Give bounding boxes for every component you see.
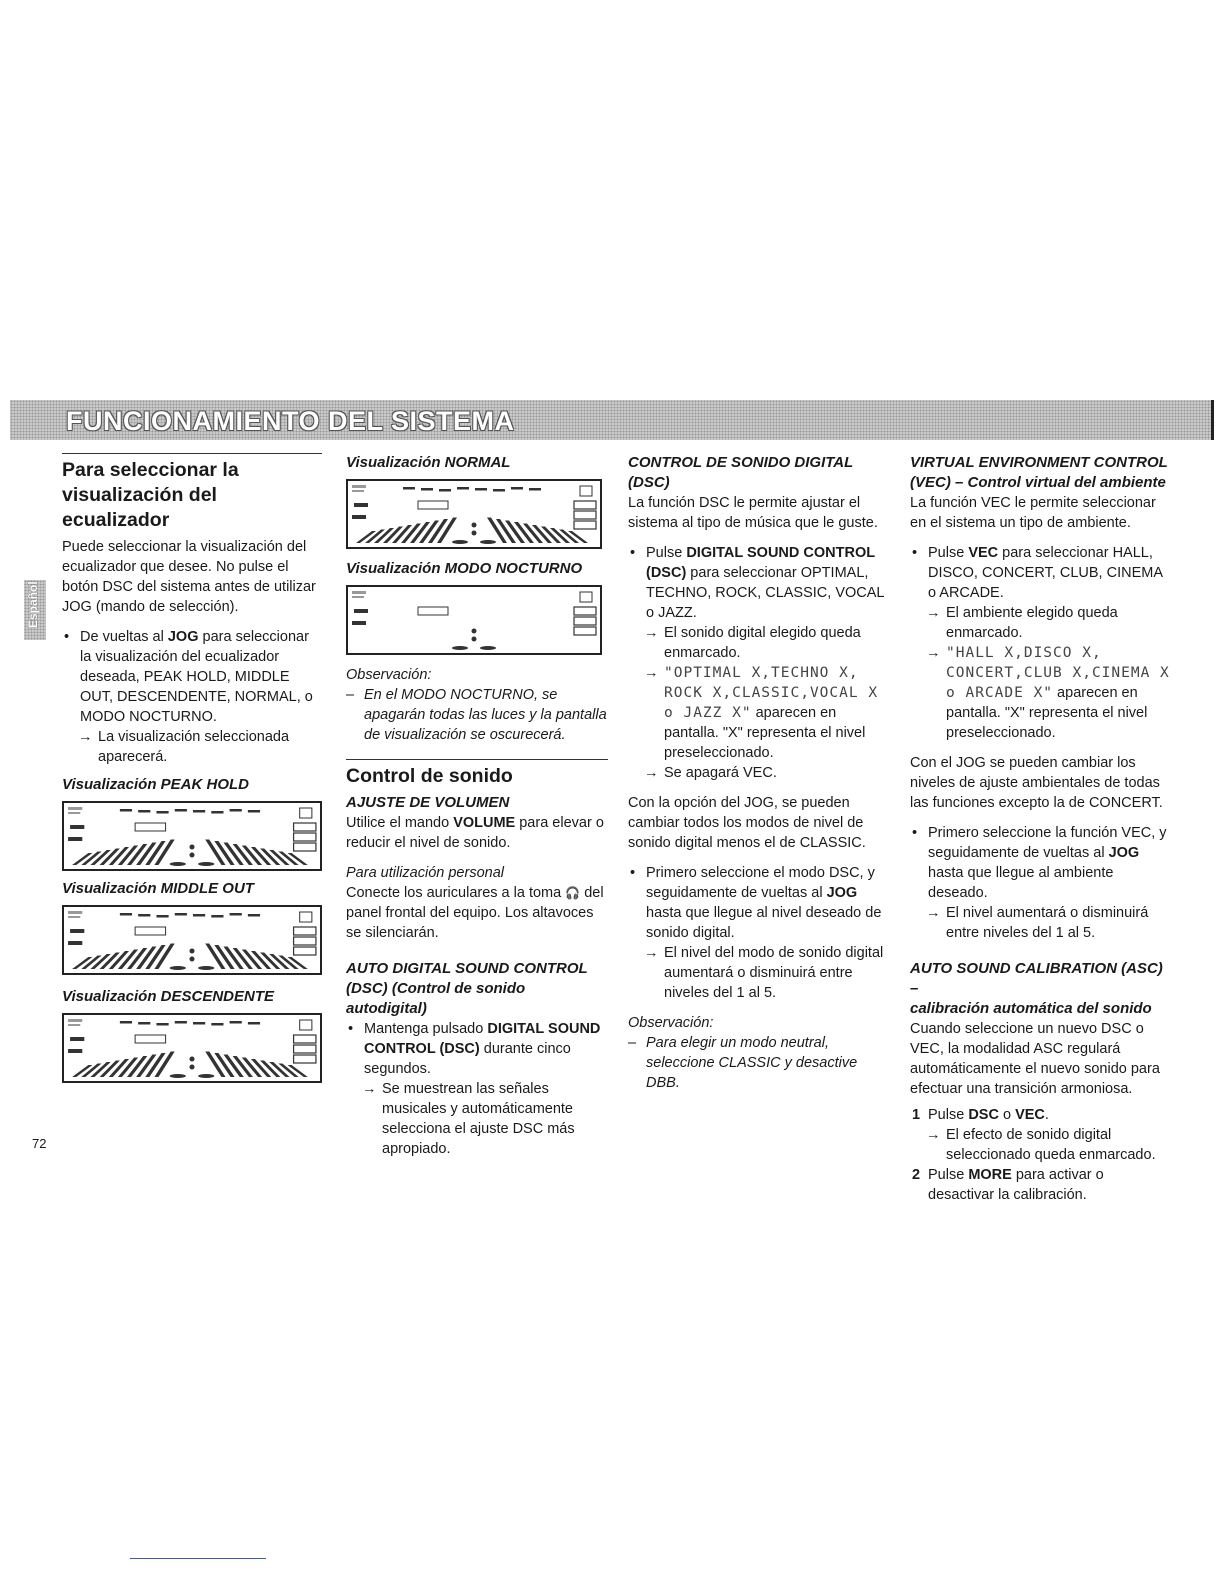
list-item: • Primero seleccione la función VEC, y seguidamente de vueltas al JOG hasta que llegue al ambiente deseado. <box>910 823 1172 903</box>
note-label: Observación: <box>346 667 432 683</box>
result-line: → La visualización seleccionada aparecerá. <box>78 729 290 765</box>
personal-use-text: Conecte los auriculares a la toma 🎧 del panel frontal del equipo. Los altavoces se silenciarán. <box>346 885 604 941</box>
language-tab <box>24 580 46 640</box>
column-1 <box>62 453 322 1091</box>
footer-rule <box>130 1558 266 1559</box>
dsc-steps <box>628 543 890 623</box>
result-line: → "OPTIMAL X,TECHNO X, ROCK X,CLASSIC,VOCAL X o JAZZ X" aparecen en pantalla. "X" representa el nivel preseleccionado. <box>644 665 879 761</box>
vec-jog-steps <box>910 823 1172 903</box>
vec-steps <box>910 543 1172 603</box>
normal-caption: Visualización NORMAL <box>346 454 511 471</box>
list-item: • Pulse DIGITAL SOUND CONTROL (DSC) para seleccionar OPTIMAL, TECHNO, ROCK, CLASSIC, VOCAL o JAZZ. <box>628 543 890 623</box>
column-4 <box>910 453 1172 1205</box>
list-item: 2 Pulse MORE para activar o desactivar la calibración. <box>912 1167 1104 1203</box>
result-line: → El ambiente elegido queda enmarcado. <box>926 605 1118 641</box>
headphones-icon: 🎧 <box>565 886 581 900</box>
volume-title: AJUSTE DE VOLUMEN <box>346 794 510 811</box>
auto-dsc-title: AUTO DIGITAL SOUND CONTROL (DSC) (Control de sonido autodigital) <box>346 960 588 1017</box>
eq-display-intro: Puede seleccionar la visualización del ecualizador que desee. No pulse el botón DSC del sistema antes de utilizar JOG (mando de selección). <box>62 539 316 615</box>
asc-text: Cuando seleccione un nuevo DSC o VEC, la modalidad ASC regulará automáticamente el nuevo sonido para efectuar una transición armoniosa. <box>910 1021 1160 1097</box>
sound-control-heading: Control de sonido <box>346 759 608 789</box>
display-panel-normal <box>346 479 602 549</box>
list-item: 1 Pulse DSC o VEC. <box>912 1107 1049 1123</box>
volume-text: Utilice el mando VOLUME para elevar o reducir el nivel de sonido. <box>346 815 604 851</box>
night-mode-caption: Visualización MODO NOCTURNO <box>346 560 583 577</box>
vec-title: VIRTUAL ENVIRONMENT CONTROL <box>910 454 1168 471</box>
result-line: → El nivel aumentará o disminuirá entre niveles del 1 al 5. <box>926 905 1149 941</box>
page-number: 72 <box>32 1136 47 1151</box>
language-tab-label: Español <box>26 581 40 628</box>
note-text: – Para elegir un modo neutral, seleccione CLASSIC y desactive DBB. <box>628 1033 890 1093</box>
list-item: • Pulse VEC para seleccionar HALL, DISCO, CONCERT, CLUB, CINEMA o ARCADE. <box>910 543 1172 603</box>
result-line: → El sonido digital elegido queda enmarcado. <box>644 625 861 661</box>
display-panel-night-mode <box>346 585 602 655</box>
jog-steps <box>628 863 890 943</box>
vec-jog-paragraph: Con el JOG se pueden cambiar los niveles de ajuste ambientales de todas las funciones excepto la de CONCERT. <box>910 755 1163 811</box>
column-2 <box>346 453 608 1159</box>
auto-dsc-steps <box>346 1019 608 1079</box>
list-item: • De vueltas al JOG para seleccionar la visualización del ecualizador deseada, PEAK HOLD, MIDDLE OUT, DESCENDENTE, NORMAL, o MODO NOCTURNO. <box>62 627 322 727</box>
result-line: → El efecto de sonido digital seleccionado queda enmarcado. <box>926 1127 1156 1163</box>
display-panel-peak-hold <box>62 801 322 871</box>
result-line: → El nivel del modo de sonido digital aumentará o disminuirá entre niveles del 1 al 5. <box>644 945 884 1001</box>
peak-hold-caption: Visualización PEAK HOLD <box>62 776 249 793</box>
eq-display-heading: Para seleccionar la visualización del ecualizador <box>62 453 322 533</box>
section-title: FUNCIONAMIENTO DEL SISTEMA <box>66 406 515 436</box>
dsc-intro: La función DSC le permite ajustar el sistema al tipo de música que le guste. <box>628 495 878 531</box>
list-item: • Mantenga pulsado DIGITAL SOUND CONTROL (DSC) durante cinco segundos. <box>346 1019 608 1079</box>
personal-use-title: Para utilización personal <box>346 865 504 881</box>
list-item: • Primero seleccione el modo DSC, y seguidamente de vueltas al JOG hasta que llegue al nivel deseado de sonido digital. <box>628 863 890 943</box>
display-panel-middle-out <box>62 905 322 975</box>
note-text: – En el MODO NOCTURNO, se apagarán todas las luces y la pantalla de visualización se oscurecerá. <box>346 685 608 745</box>
middle-out-caption: Visualización MIDDLE OUT <box>62 880 254 897</box>
asc-subtitle: calibración automática del sonido <box>910 1000 1152 1017</box>
eq-display-steps <box>62 627 322 727</box>
asc-title: AUTO SOUND CALIBRATION (ASC) – <box>910 960 1163 997</box>
result-line: → Se muestrean las señales musicales y automáticamente selecciona el ajuste DSC más apropiado. <box>362 1081 575 1157</box>
dsc-title: CONTROL DE SONIDO DIGITAL (DSC) <box>628 454 854 491</box>
result-line: → "HALL X,DISCO X, CONCERT,CLUB X,CINEMA X o ARCADE X" aparecen en pantalla. "X" representa el nivel preseleccionado. <box>926 645 1170 741</box>
vec-intro: La función VEC le permite seleccionar en el sistema un tipo de ambiente. <box>910 495 1156 531</box>
display-panel-descendente <box>62 1013 322 1083</box>
section-banner <box>10 400 1213 440</box>
banner-edge-bar <box>1211 400 1214 440</box>
descendente-caption: Visualización DESCENDENTE <box>62 988 274 1005</box>
vec-subtitle: (VEC) – Control virtual del ambiente <box>910 474 1166 491</box>
jog-paragraph: Con la opción del JOG, se pueden cambiar todos los modos de nivel de sonido digital menos el de CLASSIC. <box>628 795 866 851</box>
result-line: → Se apagará VEC. <box>644 765 777 781</box>
note-label: Observación: <box>628 1015 714 1031</box>
column-3 <box>628 453 890 1093</box>
